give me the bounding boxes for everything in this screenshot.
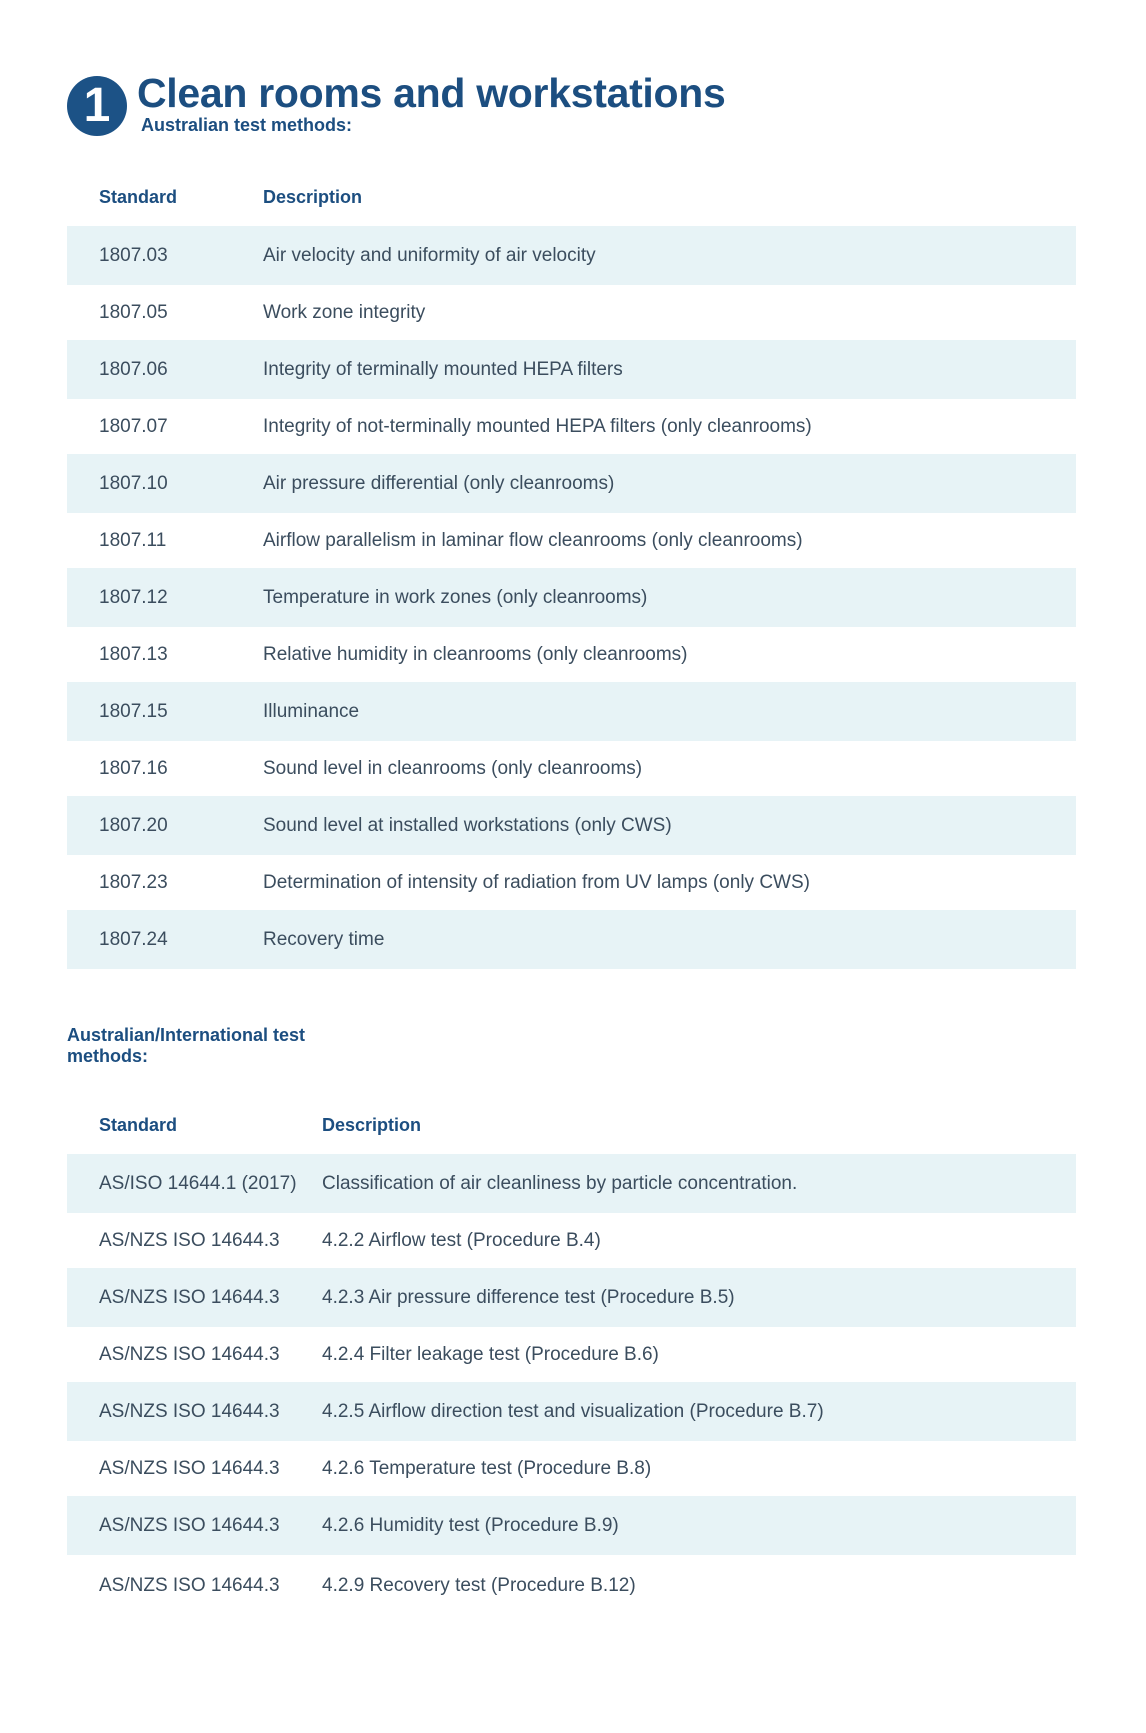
- table-row: [67, 1268, 1076, 1327]
- table-row: [67, 1441, 1076, 1496]
- section-number-badge: 1: [67, 76, 127, 136]
- table-row: [67, 1555, 1076, 1617]
- standard-cell: AS/NZS ISO 14644.3: [99, 1575, 280, 1596]
- standard-cell: 1807.23: [99, 871, 168, 893]
- international-methods-heading: Australian/International test methods:: [67, 1025, 306, 1066]
- description-cell: Airflow parallelism in laminar flow cleanrooms (only cleanrooms): [263, 529, 803, 551]
- table-row: [67, 855, 1076, 910]
- description-cell: Air pressure differential (only cleanrooms): [263, 454, 1076, 513]
- standard-cell: AS/NZS ISO 14644.3: [67, 1382, 322, 1441]
- description-cell: 4.2.2 Airflow test (Procedure B.4): [322, 1229, 601, 1251]
- table-row: [67, 285, 1076, 340]
- column-header-description: Description: [322, 1114, 422, 1135]
- column-header-standard: Standard: [99, 1114, 178, 1135]
- table-row: [67, 1213, 1076, 1268]
- standard-cell: 1807.16: [99, 757, 168, 779]
- description-cell: Determination of intensity of radiation from UV lamps (only CWS): [263, 871, 810, 893]
- description-cell: Sound level in cleanrooms (only cleanrooms): [263, 757, 643, 779]
- description-cell: 4.2.5 Airflow direction test and visualization (Procedure B.7): [322, 1382, 1076, 1441]
- table-row: [67, 627, 1076, 682]
- standard-cell: 1807.05: [99, 301, 168, 323]
- australian-methods-heading: Australian test methods:: [141, 115, 353, 135]
- description-cell: 4.2.9 Recovery test (Procedure B.12): [322, 1575, 636, 1596]
- table-row: [67, 399, 1076, 454]
- description-cell: Classification of air cleanliness by particle concentration.: [322, 1154, 1076, 1213]
- table-row: [67, 1496, 1076, 1555]
- standard-cell: AS/NZS ISO 14644.3: [99, 1229, 280, 1251]
- table-row: [67, 796, 1076, 855]
- standard-cell: AS/NZS ISO 14644.3: [67, 1496, 322, 1555]
- description-cell: Sound level at installed workstations (only CWS): [263, 796, 1076, 855]
- description-cell: Recovery time: [263, 910, 1076, 969]
- standard-cell: 1807.12: [67, 568, 263, 627]
- standard-cell: 1807.15: [67, 682, 263, 741]
- table-row: [67, 340, 1076, 399]
- description-cell: Illuminance: [263, 682, 1076, 741]
- table-header-row: [67, 168, 1076, 226]
- description-cell: Work zone integrity: [263, 301, 426, 323]
- description-cell: 4.2.6 Humidity test (Procedure B.9): [322, 1496, 1076, 1555]
- standard-cell: 1807.06: [67, 340, 263, 399]
- standard-cell: AS/NZS ISO 14644.3: [67, 1268, 322, 1327]
- description-cell: 4.2.4 Filter leakage test (Procedure B.6): [322, 1343, 659, 1365]
- description-cell: Temperature in work zones (only cleanrooms): [263, 568, 1076, 627]
- table-row: [67, 513, 1076, 568]
- standard-cell: AS/NZS ISO 14644.3: [99, 1343, 280, 1365]
- description-cell: Integrity of terminally mounted HEPA filters: [263, 340, 1076, 399]
- table-row: [67, 568, 1076, 627]
- description-cell: Air velocity and uniformity of air velocity: [263, 226, 1076, 285]
- table-row: [67, 1154, 1076, 1213]
- table-row: [67, 226, 1076, 285]
- international-test-methods-table: [67, 1096, 1076, 1617]
- standard-cell: 1807.11: [99, 529, 167, 551]
- australian-test-methods-table: [67, 168, 1076, 969]
- standard-cell: 1807.07: [99, 415, 168, 437]
- description-cell: 4.2.3 Air pressure difference test (Procedure B.5): [322, 1268, 1076, 1327]
- standard-cell: 1807.24: [67, 910, 263, 969]
- table-row: [67, 1327, 1076, 1382]
- standard-cell: 1807.10: [67, 454, 263, 513]
- standard-cell: 1807.20: [67, 796, 263, 855]
- table-row: [67, 682, 1076, 741]
- page-title: Clean rooms and workstations: [137, 70, 726, 116]
- table-row: [67, 454, 1076, 513]
- column-header-standard: Standard: [99, 186, 178, 207]
- standard-cell: AS/ISO 14644.1 (2017): [67, 1154, 322, 1213]
- standard-cell: AS/NZS ISO 14644.3: [99, 1457, 280, 1479]
- table-header-row: [67, 1096, 1076, 1154]
- description-cell: 4.2.6 Temperature test (Procedure B.8): [322, 1457, 652, 1479]
- table-row: [67, 910, 1076, 969]
- description-cell: Integrity of not-terminally mounted HEPA filters (only cleanrooms): [263, 415, 812, 437]
- description-cell: Relative humidity in cleanrooms (only cleanrooms): [263, 643, 688, 665]
- standard-cell: 1807.03: [67, 226, 263, 285]
- column-header-description: Description: [263, 186, 363, 207]
- table-row: [67, 1382, 1076, 1441]
- standard-cell: 1807.13: [99, 643, 168, 665]
- table-row: [67, 741, 1076, 796]
